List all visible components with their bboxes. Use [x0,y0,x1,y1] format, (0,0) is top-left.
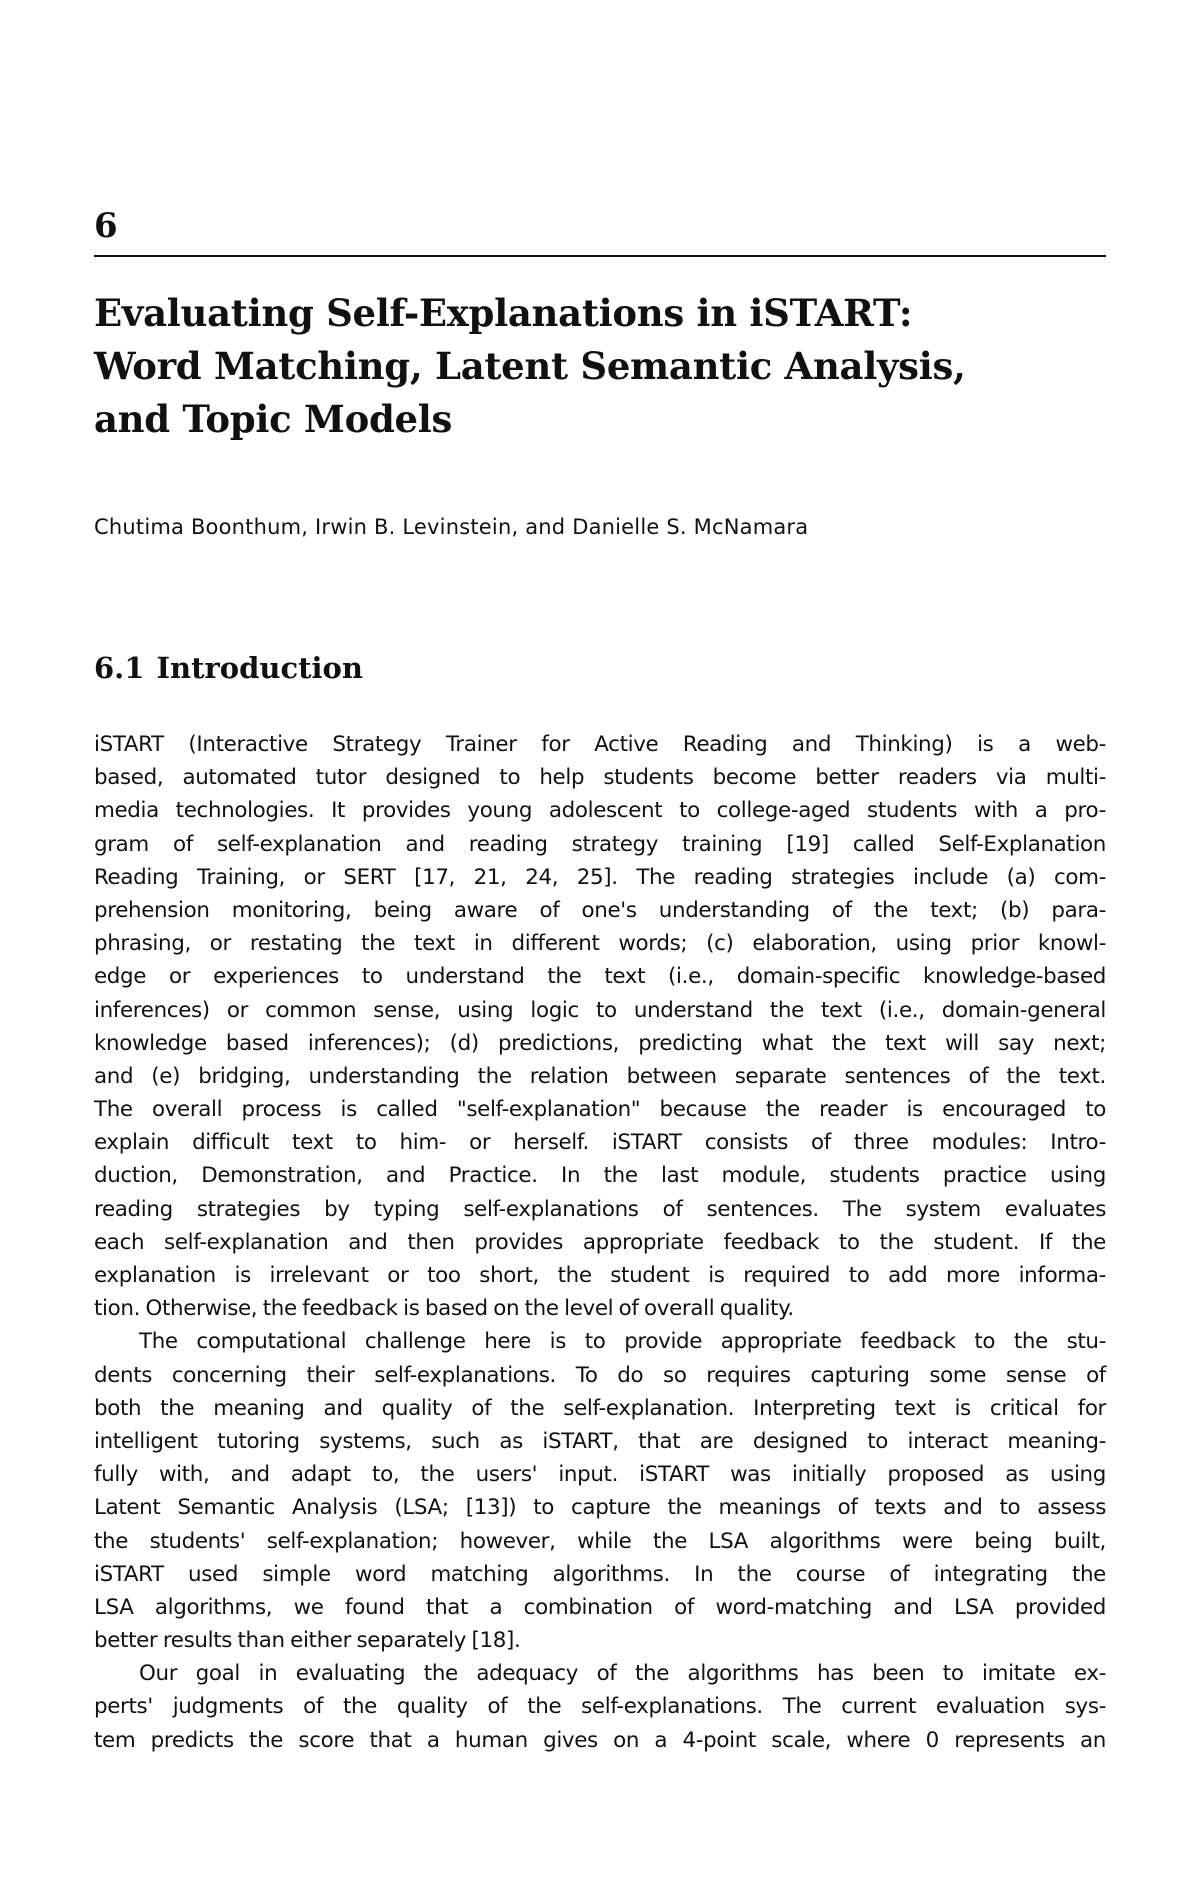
text-line: tion. Otherwise, the feedback is based on the level of overall quality. [94,1296,794,1322]
text-line: explain difficult text to him- or herself. iSTART consists of three modules: Intro- [94,1130,1106,1156]
chapter-title [94,287,1106,446]
text-line: based, automated tutor designed to help students become better readers via multi- [94,765,1106,791]
text-line: The computational challenge here is to provide appropriate feedback to the stu- [139,1329,1106,1355]
text-line: iSTART (Interactive Strategy Trainer for Active Reading and Thinking) is a web- [94,732,1106,757]
text-line: duction, Demonstration, and Practice. In the last module, students practice using [94,1163,1106,1189]
text-line: prehension monitoring, being aware of one's understanding of the text; (b) para- [94,897,1106,923]
chapter-number: 6 [94,206,118,246]
text-line: Reading Training, or SERT [17, 21, 24, 25]. The reading strategies include (a) com- [94,864,1106,890]
text-line: and (e) bridging, understanding the relation between separate sentences of the text. [94,1063,1106,1089]
section-number: 6.1 [94,651,145,685]
text-line: edge or experiences to understand the text (i.e., domain-specific knowledge-based [94,964,1106,990]
paragraph [94,1657,1106,1757]
text-line: Latent Semantic Analysis (LSA; [13]) to capture the meanings of texts and to assess [94,1495,1106,1521]
text-line: reading strategies by typing self-explanations of sentences. The system evaluates [94,1196,1106,1222]
section-heading [94,650,363,686]
section-title: Introduction [156,651,363,685]
paragraph [94,728,1106,1325]
text-line: the students' self-explanation; however, while the LSA algorithms were being built, [94,1528,1106,1554]
text-line: better results than either separately [18]. [94,1628,521,1654]
text-line: explanation is irrelevant or too short, the student is required to add more informa- [94,1263,1106,1288]
text-line: perts' judgments of the quality of the self-explanations. The current evaluation sys- [94,1694,1106,1720]
body-text [94,728,1106,1757]
text-line: tem predicts the score that a human gives on a 4-point scale, where 0 represents an [94,1727,1106,1753]
chapter-title-line: Word Matching, Latent Semantic Analysis, [94,344,966,388]
text-line: media technologies. It provides young adolescent to college-aged students with a pro- [94,798,1106,824]
chapter-divider [94,255,1106,257]
text-line: fully with, and adapt to, the users' input. iSTART was initially proposed as using [94,1462,1106,1488]
text-line: inferences) or common sense, using logic to understand the text (i.e., domain-general [94,997,1106,1023]
text-line: intelligent tutoring systems, such as iSTART, that are designed to interact meaning- [94,1428,1106,1454]
text-line: phrasing, or restating the text in different words; (c) elaboration, using prior knowl- [94,931,1106,957]
text-line: each self-explanation and then provides appropriate feedback to the student. If the [94,1229,1106,1255]
text-line: knowledge based inferences); (d) predictions, predicting what the text will say next; [94,1030,1106,1056]
chapter-title-line: Evaluating Self-Explanations in iSTART: [94,291,913,335]
text-line: The overall process is called "self-explanation" because the reader is encouraged to [94,1097,1106,1123]
author-list: Chutima Boonthum, Irwin B. Levinstein, and Danielle S. McNamara [94,515,809,539]
text-line: gram of self-explanation and reading strategy training [19] called Self-Explanation [94,831,1106,857]
paragraph [94,1325,1106,1657]
text-line: Our goal in evaluating the adequacy of the algorithms has been to imitate ex- [139,1661,1106,1687]
text-line: iSTART used simple word matching algorithms. In the course of integrating the [94,1561,1106,1587]
text-line: both the meaning and quality of the self-explanation. Interpreting text is critical for [94,1395,1106,1421]
text-line: LSA algorithms, we found that a combination of word-matching and LSA provided [94,1594,1106,1620]
text-line: dents concerning their self-explanations. To do so requires capturing some sense of [94,1362,1106,1388]
chapter-title-line: and Topic Models [94,397,453,441]
